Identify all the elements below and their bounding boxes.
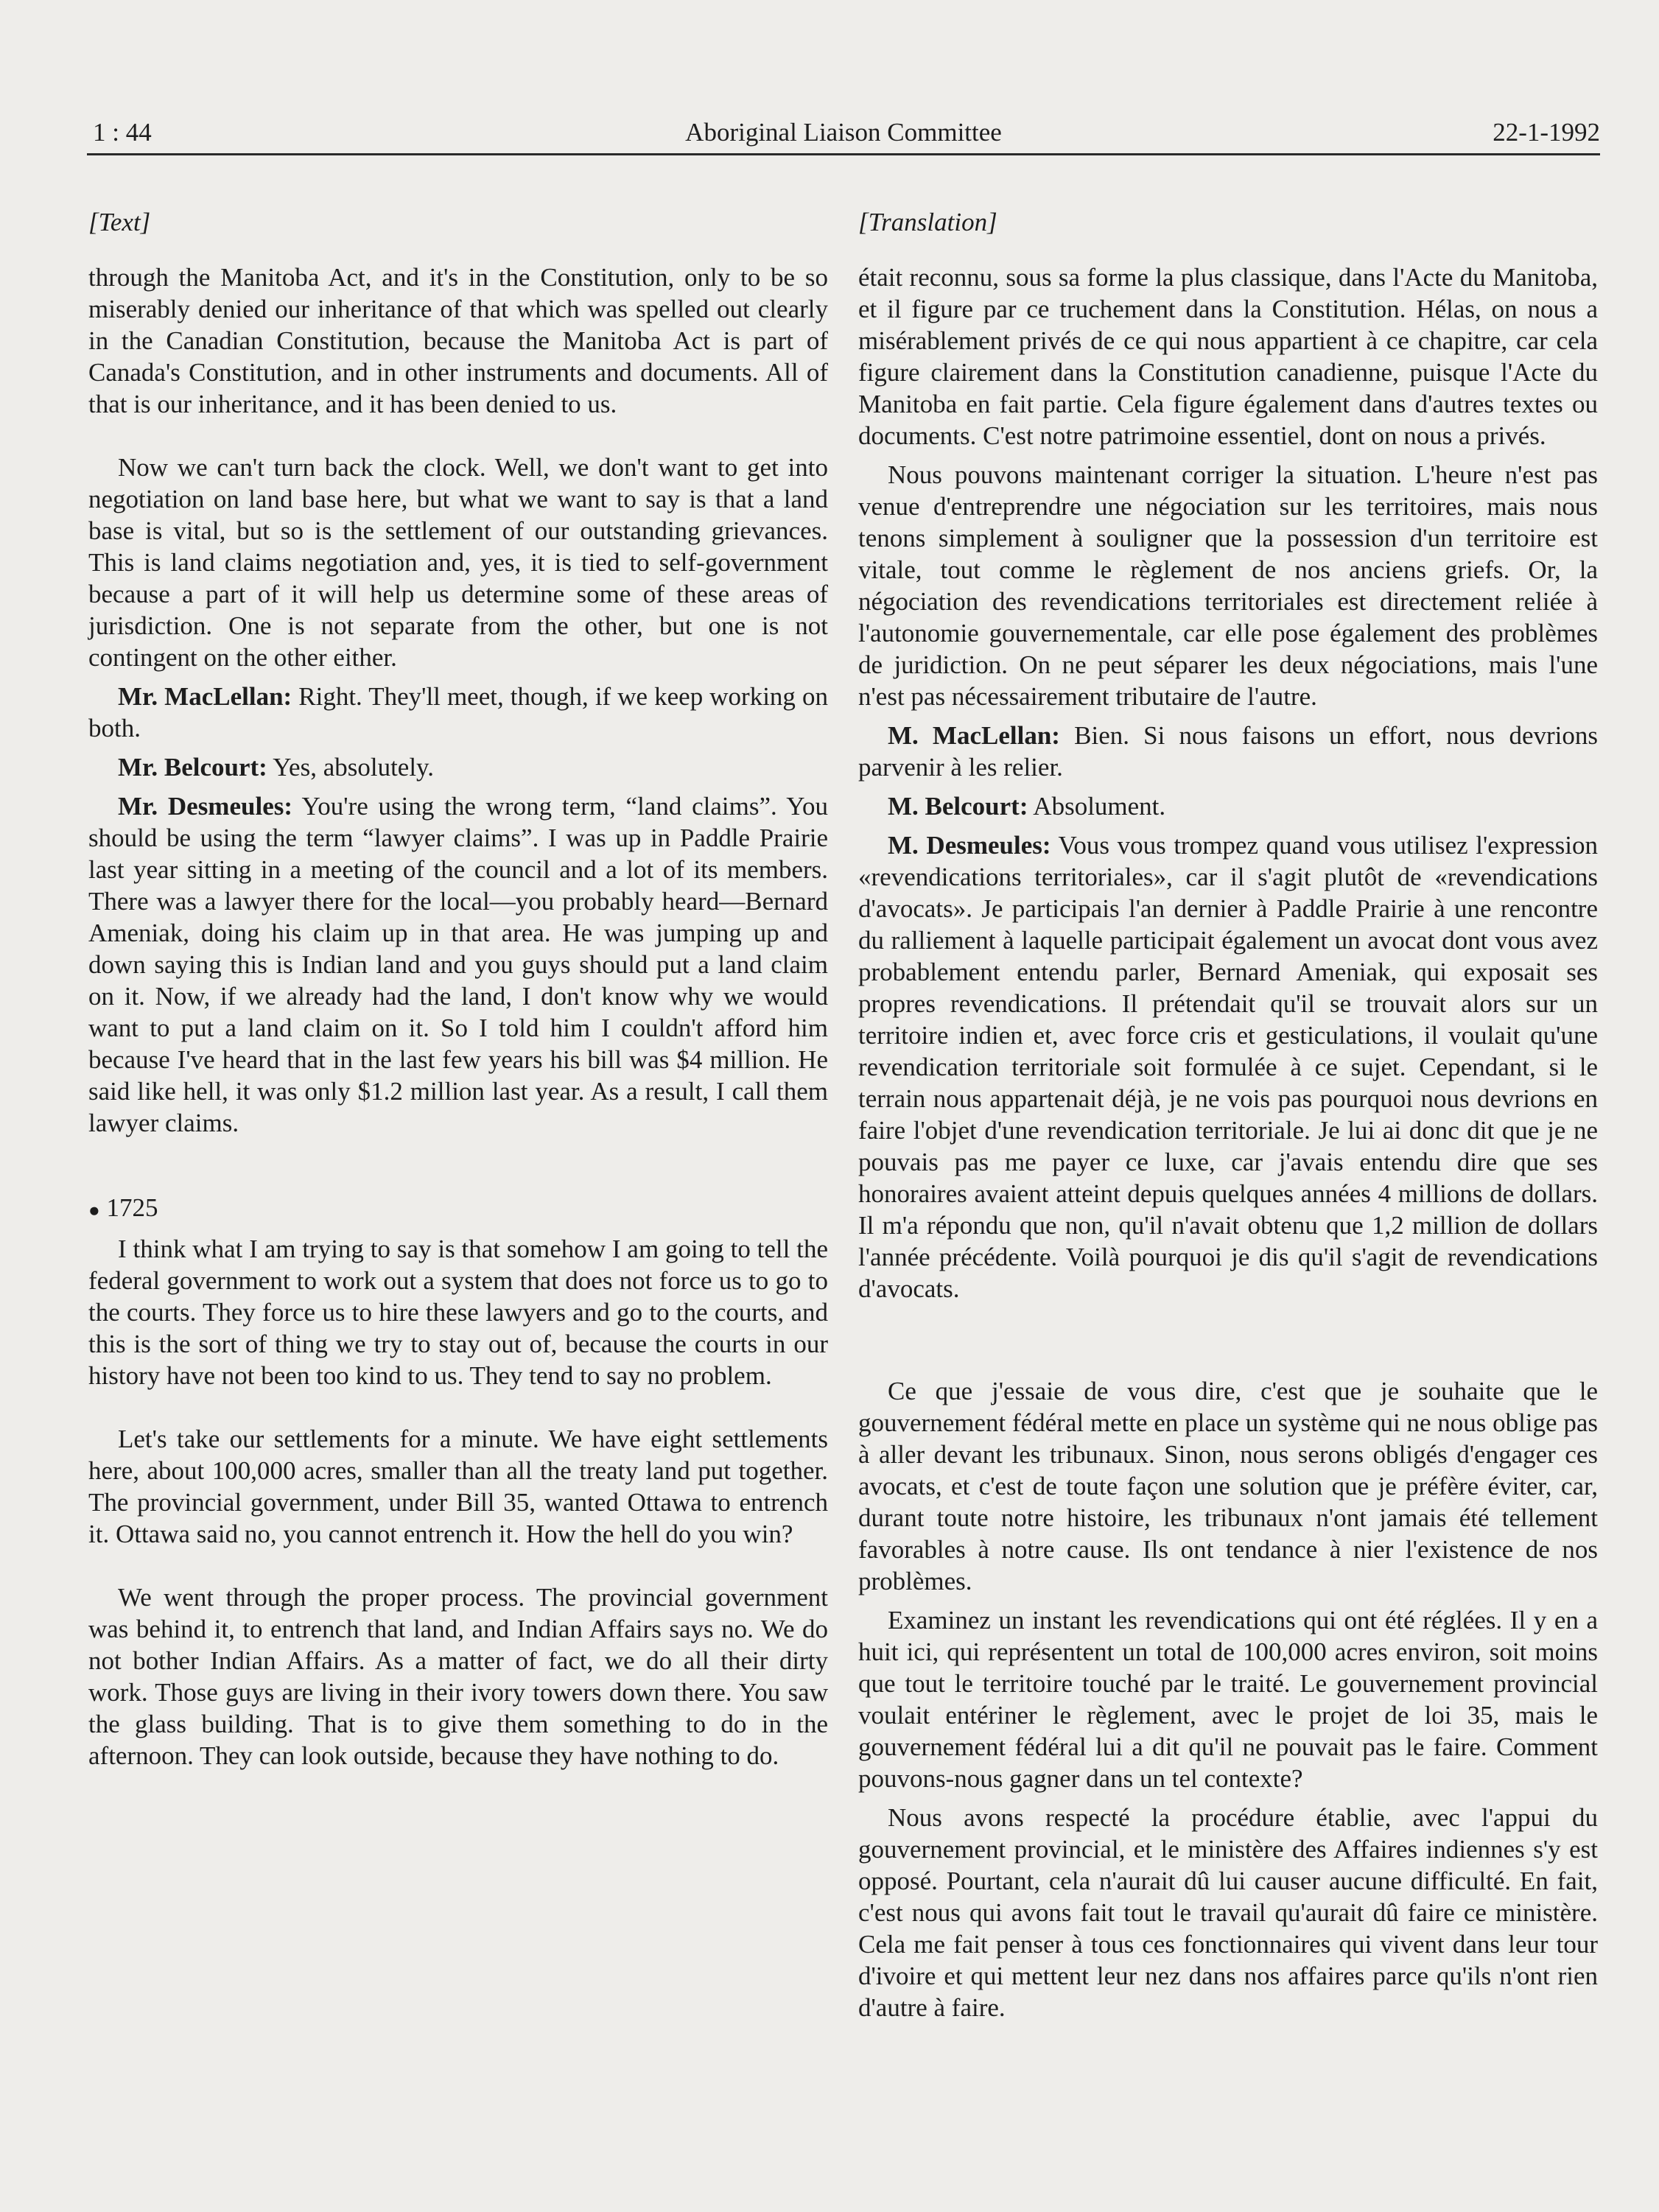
- column-label-translation: [Translation]: [858, 208, 997, 236]
- speaker-name: M. Belcourt:: [888, 792, 1028, 821]
- speech-paragraph: [88, 751, 828, 783]
- speaker-name: Mr. Desmeules:: [118, 792, 293, 821]
- committee-title: Aboriginal Liaison Committee: [685, 118, 1002, 147]
- paragraph: était reconnu, sous sa forme la plus classique, dans l'Acte du Manitoba, et il figure par ce truchement dans la Constitution. Hélas, on nous a misérablement privés de ce qui nous appartient à ce chapitre, car cela figure clairement dans la Constitution canadienne, puisque l'Acte du Manitoba en fait partie. Cela figure également dans d'autres textes ou documents. C'est notre patrimoine essentiel, dont on nous a privés.: [858, 263, 1598, 450]
- paragraph: Ce que j'essaie de vous dire, c'est que je souhaite que le gouvernement fédéral mette en place un système qui ne nous oblige pas à aller devant les tribunaux. Sinon, nous serons obligés d'engager ces avocats, et c'est de toute façon une solution que je préfère éviter, car, durant toute notre histoire, les tribunaux n'ont jamais été tellement favorables à notre cause. Ils ont tendance à nier l'existence de nos problèmes.: [858, 1377, 1598, 1595]
- speaker-name: Mr. MacLellan:: [118, 682, 292, 711]
- paragraph: through the Manitoba Act, and it's in the Constitution, only to be so miserably denied our inheritance of that which was spelled out clearly in the Canadian Constitution, because the Manitoba Act is part of Canada's Constitution, and in other instruments and documents. All of that is our inheritance, and it has been denied to us.: [88, 263, 828, 418]
- paragraph: Nous pouvons maintenant corriger la situation. L'heure n'est pas venue d'entreprendre une négociation sur les territoires, mais nous tenons simplement à souligner que la possession d'un territoire est vitale, tout comme le règlement de nos anciens griefs. Or, la négociation des revendications territoriales est directement reliée à l'autonomie gouvernementale, car elle pose également des problèmes de juridiction. On ne peut séparer les deux négociations, mais l'une n'est pas nécessairement tributaire de l'autre.: [858, 460, 1598, 711]
- speech-text: Absolument.: [1028, 792, 1166, 821]
- speaker-name: M. MacLellan:: [888, 721, 1060, 750]
- column-label-text: [Text]: [88, 208, 151, 236]
- header-rule: [87, 153, 1600, 155]
- paragraph: We went through the proper process. The provincial government was behind it, to entrench that land, and Indian Affairs says no. We do not bother Indian Affairs. As a matter of fact, we do all their dirty work. Those guys are living in their ivory towers down there. You saw the glass building. That is to give them something to do in the afternoon. They can look outside, because they have nothing to do.: [88, 1583, 828, 1771]
- page-date: 22-1-1992: [1493, 118, 1600, 147]
- speech-paragraph: [858, 790, 1598, 822]
- speech-text: Vous vous trompez quand vous utilisez l'expression «revendications territoriales», car il s'agit plutôt de «revendications d'avocats». Je participais l'an dernier à Paddle Prairie à une rencontre du ralliement à laquelle participait également un avocat dont vous avez probablement entendu parler, Bernard Ameniak, qui exposait ses propres revendications. Il prétendait qu'il se trouvait alors sur un territoire indien et, avec force cris et gesticulations, il voulait qu'une revendication territoriale soit formulée à ce sujet. Cependant, si le terrain nous appartenait déjà, je ne vois pas pourquoi nous devrions en faire l'objet d'une revendication territoriale. Je lui ai donc dit que je ne pouvais pas me payer ce luxe, car j'avais entendu dire que ses honoraires avaient atteint depuis quelques années 4 millions de dollars. Il m'a répondu que non, qu'il n'avait obtenu que 1,2 million de dollars l'année précédente. Voilà pourquoi je dis qu'il s'agit de revendications d'avocats.: [858, 831, 1598, 1303]
- speech-paragraph: [88, 681, 828, 744]
- speech-text: You're using the wrong term, “land claims”. You should be using the term “lawyer claims”. I was up in Paddle Prairie last year sitting in a meeting of the council and a lot of its members. There was a lawyer there for the local—you probably heard—Bernard Ameniak, doing his claim up in that area. He was jumping up and down saying this is Indian land and you guys should put a land claim on it. Now, if we already had the land, I don't know why we would want to put a land claim on it. So I told him I couldn't afford him because I've heard that in the last few years his bill was $4 million. He said like hell, it was only $1.2 million last year. As a result, I call them lawyer claims.: [88, 792, 829, 1137]
- speech-text: Right. They'll meet, though, if we keep working on both.: [88, 682, 828, 742]
- paragraph: Now we can't turn back the clock. Well, we don't want to get into negotiation on land base here, but what we want to say is that a land base is vital, but so is the settlement of our outstanding grievances. This is land claims negotiation and, yes, it is tied to self-government because a part of it will help us determine some of these areas of jurisdiction. One is not separate from the other, but one is not contingent on the other either.: [88, 453, 828, 672]
- speech-paragraph: [858, 829, 1598, 1305]
- speech-paragraph: [858, 720, 1598, 783]
- speech-paragraph: [88, 790, 828, 1139]
- speaker-name: M. Desmeules:: [888, 831, 1051, 860]
- english-column: [88, 206, 828, 1772]
- paragraph: Nous avons respecté la procédure établie, avec l'appui du gouvernement provincial, et le ministère des Affaires indiennes s'y est opposé. Pourtant, cela n'aurait dû lui causer aucune difficulté. En fait, c'est nous qui avons fait tout le travail qu'aurait dû faire ce ministère. Cela me fait penser à tous ces fonctionnaires qui vivent dans leur tour d'ivoire et qui mettent leur nez dans nos affaires parce qu'ils n'ont rien d'autre à faire.: [858, 1803, 1598, 2022]
- paragraph: Let's take our settlements for a minute. We have eight settlements here, about 100,000 acres, smaller than all the treaty land put together. The provincial government, under Bill 35, wanted Ottawa to entrench it. Ottawa said no, you cannot entrench it. How the hell do you win?: [88, 1425, 828, 1549]
- time-marker: [88, 1192, 828, 1226]
- speech-text: Bien. Si nous faisons un effort, nous devrions parvenir à les relier.: [858, 721, 1598, 782]
- bullet-icon: ●: [88, 1199, 100, 1221]
- speech-text: Yes, absolutely.: [267, 753, 435, 782]
- paragraph: Examinez un instant les revendications qui ont été réglées. Il y en a huit ici, qui représentent un total de 100,000 acres environ, soit moins que tout le territoire touché par le traité. Le gouvernement provincial voulait entériner le règlement, avec le projet de loi 35, mais le gouvernement fédéral lui a dit qu'il ne pouvait pas le faire. Comment pouvons-nous gagner dans un tel contexte?: [858, 1606, 1598, 1793]
- speaker-name: Mr. Belcourt:: [118, 753, 267, 782]
- paragraph: I think what I am trying to say is that somehow I am going to tell the federal government to work out a system that does not force us to go to the courts. They force us to hire these lawyers and go to the courts, and this is the sort of thing we try to stay out of, because the courts in our history have not been too kind to us. They tend to say no problem.: [88, 1235, 828, 1391]
- page-number: 1 : 44: [93, 118, 152, 147]
- time-marker-text: 1725: [106, 1193, 158, 1222]
- french-column: [858, 206, 1598, 2023]
